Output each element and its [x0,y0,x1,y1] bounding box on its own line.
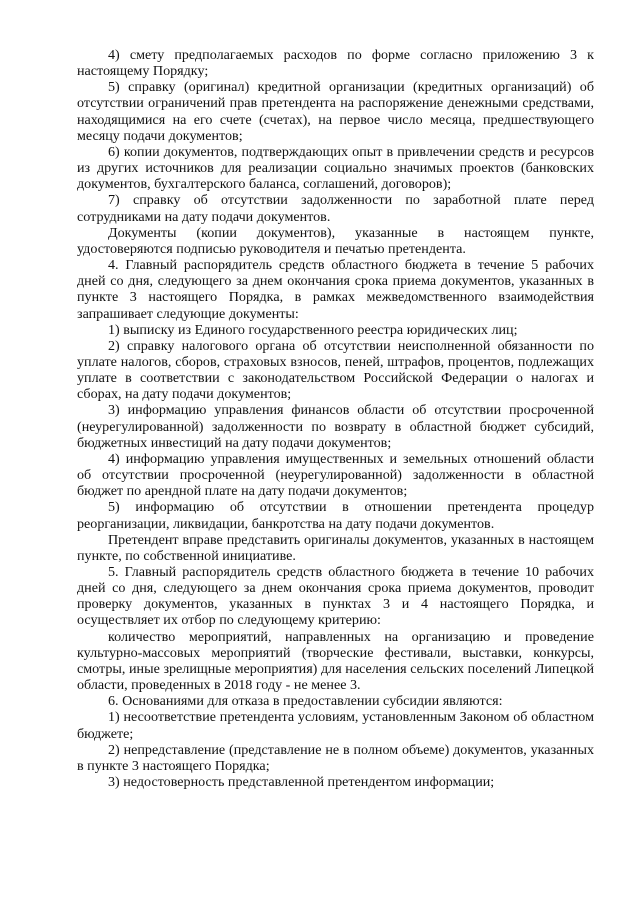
paragraph-originals-right: Претендент вправе представить оригиналы документов, указанных в настоящем пункте, по собственной инициативе. [77,531,594,564]
paragraph-section-6-item-2: 2) непредставление (представление не в полном объеме) документов, указанных в пункте 3 настоящего Порядка; [77,741,594,774]
paragraph-section-4-item-5: 5) информацию об отсутствии в отношении претендента процедур реорганизации, ликвидации, банкротства на дату подачи документов. [77,499,594,532]
paragraph-item-6-experience-documents: 6) копии документов, подтверждающих опыт в привлечении средств и ресурсов из других источников для реализации социально значимых проектов (банковских документов, бухгалтерского баланса, соглашений, договоров); [77,143,594,193]
paragraph-section-6-item-3: 3) недостоверность представленной претендентом информации; [108,774,495,791]
paragraph-section-6-item-1: 1) несоответствие претендента условиям, установленным Законом об областном бюджете; [77,709,594,742]
paragraph-section-4-item-3: 3) информацию управления финансов области об отсутствии просроченной (неурегулированной) задолженности по возврату в областной бюджет субсидий, бюджетных инвестиций на дату подачи документов; [77,402,594,451]
document-body [77,47,594,790]
paragraph-section-6: 6. Основаниями для отказа в предоставлении субсидии являются: [108,693,503,710]
paragraph-section-4-item-4: 4) информацию управления имущественных и земельных отношений области об отсутствии просроченной (неурегулированной) задолженности в областной бюджет по арендной плате на дату подачи документов; [77,450,594,500]
paragraph-item-4-estimate: 4) смету предполагаемых расходов по форме согласно приложению 3 к настоящему Порядку; [77,47,594,80]
paragraph-section-4-item-1: 1) выписку из Единого государственного реестра юридических лиц; [108,321,518,338]
paragraph-selection-criterion: количество мероприятий, направленных на организацию и проведение культурно-массовых мероприятий (творческие фестивали, выставки, конкурсы, смотры, иные зрелищные мероприятия) для населения сельских поселений Липецкой области, проведенных в 2018 году - не менее 3. [77,628,594,694]
paragraph-item-7-salary-debt: 7) справку об отсутствии задолженности по заработной плате перед сотрудниками на дату подачи документов. [77,192,594,225]
paragraph-section-4: 4. Главный распорядитель средств областного бюджета в течение 5 рабочих дней со дня, следующего за днем окончания срока приема документов, указанных в пункте 3 настоящего Порядка, в рамках межведомственного взаимодействия запрашивает следующие документы: [77,257,594,322]
paragraph-section-5: 5. Главный распорядитель средств областного бюджета в течение 10 рабочих дней со дня, следующего за днем окончания срока приема документов, проводит проверку документов, указанных в пунктах 3 и 4 настоящего Порядка, и осуществляет их отбор по следующему критерию: [77,564,594,629]
paragraph-item-5-bank-certificate: 5) справку (оригинал) кредитной организации (кредитных организаций) об отсутствии ограничений прав претендента на распоряжение денежными средствами, находящимися на его счете (счетах), на первое число месяца, предшествующего месяцу подачи документов; [77,79,594,144]
paragraph-documents-certification: Документы (копии документов), указанные в настоящем пункте, удостоверяются подписью руководителя и печатью претендента. [77,224,594,257]
paragraph-section-4-item-2: 2) справку налогового органа об отсутствии неисполненной обязанности по уплате налогов, сборов, страховых взносов, пеней, штрафов, процентов, подлежащих уплате в соответствии с законодательством Российской Федерации о налогах и сборах, на дату подачи документов; [77,337,594,403]
